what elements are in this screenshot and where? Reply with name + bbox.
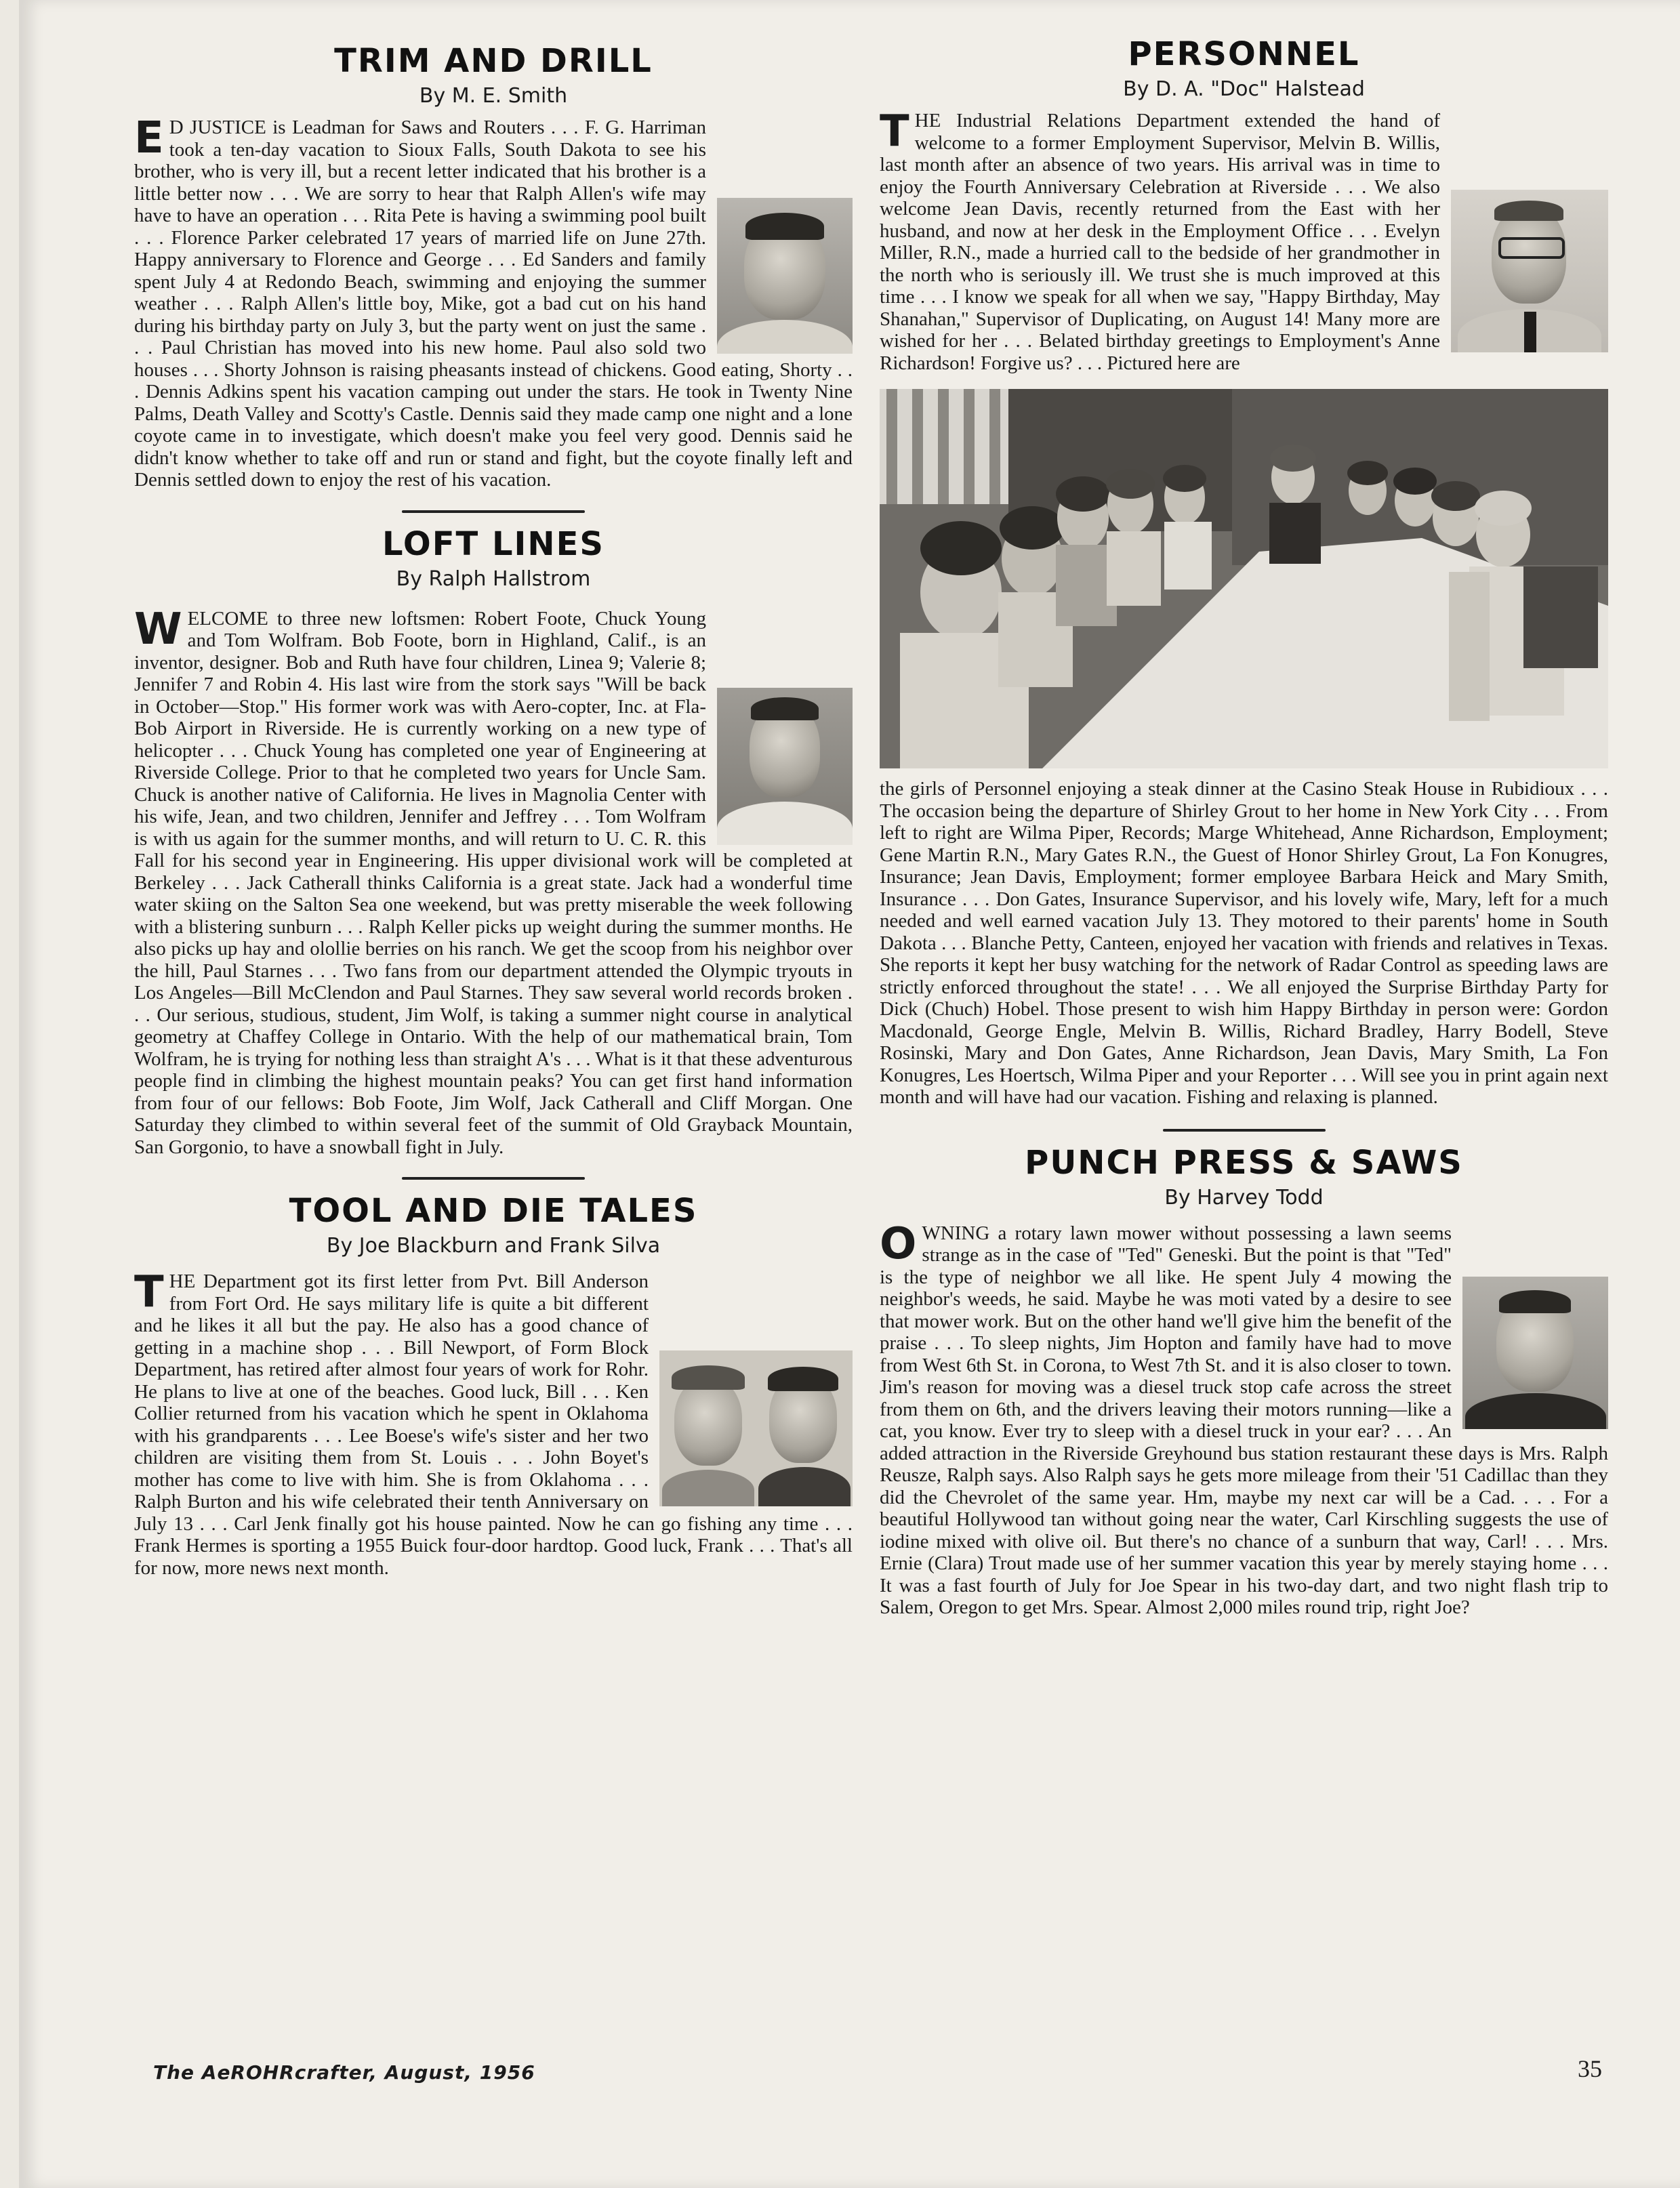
trim-and-drill-article xyxy=(134,42,853,491)
tool-and-die-article xyxy=(134,1192,853,1579)
section-divider xyxy=(402,510,585,513)
article-body xyxy=(880,106,1608,374)
magazine-page xyxy=(19,0,1680,2188)
publication-footer: The AeROHRcrafter, August, 1956 xyxy=(153,2061,535,2084)
article-title: LOFT LINES xyxy=(382,524,605,563)
left-column xyxy=(134,42,853,1579)
article-body-continued: the girls of Personnel enjoying a steak dinner at the Casino Steak House in Rubidioux . . . The occasion being the departure of Shirley Grout to her home in New York City . . . From left to right are Wilma Piper, Records; Marge Whitehead, Anne Richardson, Employment; Gene Martin R.N., Mary Gates R.N., the Guest of Honor Shirley Grout, La Fon Konugres, Insurance; Jean Davis, Employment; former employee Barbara Heick and Mary Smith, Insurance . . . Don Gates, Insurance Supervisor, and his lovely wife, Mary, left for a much needed and well earned vacation July 13. They motored to their parents' home in South Dakota . . . Blanche Petty, Canteen, enjoyed her vacation with friends and relatives in Texas. She reports it kept her busy watching for the network of Radar Control as speeding laws are strictly enforced throughout the state! . . . We all enjoyed the Surprise Birthday Party for Dick (Chuch) Hobel. Those present to wish him Happy Birthday in person were: Gordon Macdonald, George Engle, Melvin B. Willis, Richard Bradley, Harry Bodell, Steve Rosinski, Mary and Don Gates, Anne Richardson, Jean Davis, Mary Smith, La Fon Konugres, Les Hoertsch, Wilma Piper and your Reporter . . . Will see you in print again next month and will have had our vacation. Fishing and relaxing is planned. xyxy=(880,778,1608,1108)
article-text: HE Industrial Relations Department extended the hand of welcome to a former Employment Supervisor, Melvin B. Willis, last month after an absence of two years. His arrival was in time to enjoy the Fourth Anniversary Celebration at Riverside . . . We also welcome Jean Davis, recently returned from the East with her husband, and now at her desk in the Employment Office . . . Evelyn Miller, R.N., made a hurried call to the bedside of her grandmother in the north who is seriously ill. We trust she is much improved at this time . . . I know we speak for all when we say, "Happy Birthday, May Shanahan," Supervisor of Duplicating, on August 14! Many more are wished for her . . . Belated birthday greetings to Employment's Anne Richardson! Forgive us? . . . Pictured here are xyxy=(880,110,1440,374)
article-text: HE Department got its first letter from Pvt. Bill Anderson from Fort Ord. He says military life is quite a bit different and he likes it all but the pay. He also has a good chance of getting in a machine shop . . . Bill Newport, of Form Block Department, has retired after almost four years of work for Rohr. He plans to live at one of the beaches. Good luck, Bill . . . Ken Collier returned from his vacation which he spent in Oklahoma with his grandparents . . . Lee Boese's wife's sister and her two children are visiting them from St. Louis . . . John Boyet's mother has come to live with him. She is from Oklahoma . . . Ralph Burton and his wife celebrated their tenth Anniversary on July 13 . . . Carl Jenk finally got his house painted. Now he can go fishing any time . . . Frank Hermes is sporting a 1955 Buick four-door hardtop. Good luck, Frank . . . That's all for now, more news next month. xyxy=(134,1271,853,1579)
two-portraits-photo xyxy=(659,1350,853,1506)
drop-cap: O xyxy=(880,1218,917,1269)
article-title: PUNCH PRESS & SAWS xyxy=(1025,1143,1463,1182)
drop-cap: E xyxy=(134,113,164,163)
drop-cap: T xyxy=(134,1267,164,1317)
right-column xyxy=(880,35,1608,1619)
article-title: TRIM AND DRILL xyxy=(334,42,653,80)
article-byline: By Harvey Todd xyxy=(1164,1185,1324,1210)
group-dinner-photo xyxy=(880,389,1608,768)
punch-press-article xyxy=(880,1144,1608,1619)
article-byline: By Ralph Hallstrom xyxy=(396,566,591,591)
article-byline: By M. E. Smith xyxy=(419,84,568,108)
article-text: ELCOME to three new loftsmen: Robert Foote, Chuck Young and Tom Wolfram. Bob Foote, born in Highland, Calif., is an inventor, designer. Bob and Ruth have four children, Linea 9; Valerie 8; Jennifer 7 and Robin 4. His last wire from the stork says "Will be back in October—Stop." His former work was with Aero-copter, Inc. at Fla-Bob Airport in Riverside. He is currently working on a new type of helicopter . . . Chuck Young has completed one year of Engineering at Riverside College. Prior to that he completed two years for Uncle Sam. Chuck is another native of California. He lives in Magnolia Center with his wife, Jean, and two children, Jennifer and Jeffrey . . . Tom Wolfram is with us again for the summer months, and will return to U. C. R. this Fall for his second year in Engineering. His upper divisional work will be completed at Berkeley . . . Jack Catherall thinks California is a great state. Jack had a wonderful time water skiing on the Salton Sea one weekend, but was pretty miserable the week following with a blistering sunburn . . . Ralph Keller picks up weight during the summer months. He also picks up hay and olollie berries on his ranch. We get the scoop from his neighbor over the hill, Paul Starnes . . . Two fans from our department attended the Olympic tryouts in Los Angeles—Bill McClendon and Paul Starnes. They saw several world records broken . . . Our serious, studious, student, Jim Wolf, is taking a summer night course in analytical geometry at Chaffey College in Ontario. With the help of our mathematical brain, Tom Wolfram, he is trying for nothing less than straight A's . . . What is it that these adventurous people find in climbing the highest mountain peaks? You can get first hand information from four of our fellows: Bob Foote, Jim Wolf, Jack Catherall and Cliff Morgan. One Saturday they climbed to within several feet of the summit of Old Grayback Mountain, San Gorgonio, to have a snowball fight in July. xyxy=(134,607,853,1158)
article-body xyxy=(134,604,853,1159)
article-title: TOOL AND DIE TALES xyxy=(289,1192,698,1230)
portrait-photo xyxy=(1462,1277,1608,1429)
article-text: D JUSTICE is Leadman for Saws and Routers . . . F. G. Harriman took a ten-day vacation to Sioux Falls, South Dakota to see his brother, who is very ill, but a recent letter indicated that his brother is a little better now . . . We are sorry to hear that Ralph Allen's wife may have to have an operation . . . Rita Pete is having a swimming pool built . . . Florence Parker celebrated 17 years of married life on June 27th. Happy anniversary to Florence and George . . . Ed Sanders and family spent July 4 at Redondo Beach, swimming and enjoying the summer weather . . . Ralph Allen's little boy, Mike, got a bad cut on his hand during his birthday party on July 3, but the party went on just the same . . . Paul Christian has moved into his new home. Paul also sold two houses . . . Shorty Johnson is raising pheasants instead of chickens. Good eating, Shorty . . . Dennis Adkins spent his vacation camping out under the stars. He took in Twenty Nine Palms, Death Valley and Scotty's Castle. Dennis said they made camp one night and a lone coyote came in to investigate, which doesn't make you feel very good. Dennis said he didn't know whether to take off and run or stand and fight, but the coyote finally left and Dennis settled down to enjoy the rest of his vacation. xyxy=(134,117,853,491)
article-body xyxy=(134,1267,853,1579)
personnel-article xyxy=(880,35,1608,1109)
portrait-photo xyxy=(1451,190,1608,352)
loft-lines-article xyxy=(134,525,853,1159)
article-byline: By Joe Blackburn and Frank Silva xyxy=(326,1234,661,1258)
article-body xyxy=(880,1218,1608,1619)
article-title: PERSONNEL xyxy=(1128,35,1360,73)
portrait-photo xyxy=(717,198,853,354)
section-divider xyxy=(1163,1129,1326,1132)
drop-cap: T xyxy=(880,106,909,157)
article-byline: By D. A. "Doc" Halstead xyxy=(1123,77,1365,101)
portrait-photo xyxy=(717,688,853,845)
article-text: WNING a rotary lawn mower without possessing a lawn seems strange as in the case of "Ted" Geneski. But the point is that "Ted" is the type of neighbor we all like. He spent July 4 mowing the neighbor's weeds, he said. Maybe he was moti vated by a desire to see that mower work. But on the other hand we'll give him the benefit of the praise . . . To sleep nights, Jim Hopton and family have had to move from West 6th St. in Corona, to West 7th St. and it is also closer to town. Jim's reason for moving was a diesel truck stop cafe across the street from them on 6th, and the drivers leaving their motors running—like a cat, you know. Ever try to sleep with a diesel truck in your ear? . . . An added attraction in the Riverside Greyhound bus station restaurant these days is Mrs. Ralph Reusze, Ralph says. Also Ralph says he gets more mileage from their '51 Cadillac than they did the Chevrolet of the same year. Hm, maybe my next car will be a Cad. . . . For a beautiful Hollywood tan without going near the water, Carl Kirschling suggests the use of iodine mixed with olive oil. But there's no chance of a sunburn that way, Carl! . . . Mrs. Ernie (Clara) Trout made use of her summer vacation this year by merely staying home . . . It was a fast fourth of July for Joe Spear in his two-day dart, and two night flash trip to Salem, Oregon to get Mrs. Spear. Almost 2,000 miles round trip, right Joe? xyxy=(880,1222,1608,1618)
section-divider xyxy=(402,1177,585,1180)
page-number: 35 xyxy=(1578,2055,1602,2082)
drop-cap: W xyxy=(134,604,182,655)
article-body xyxy=(134,113,853,491)
